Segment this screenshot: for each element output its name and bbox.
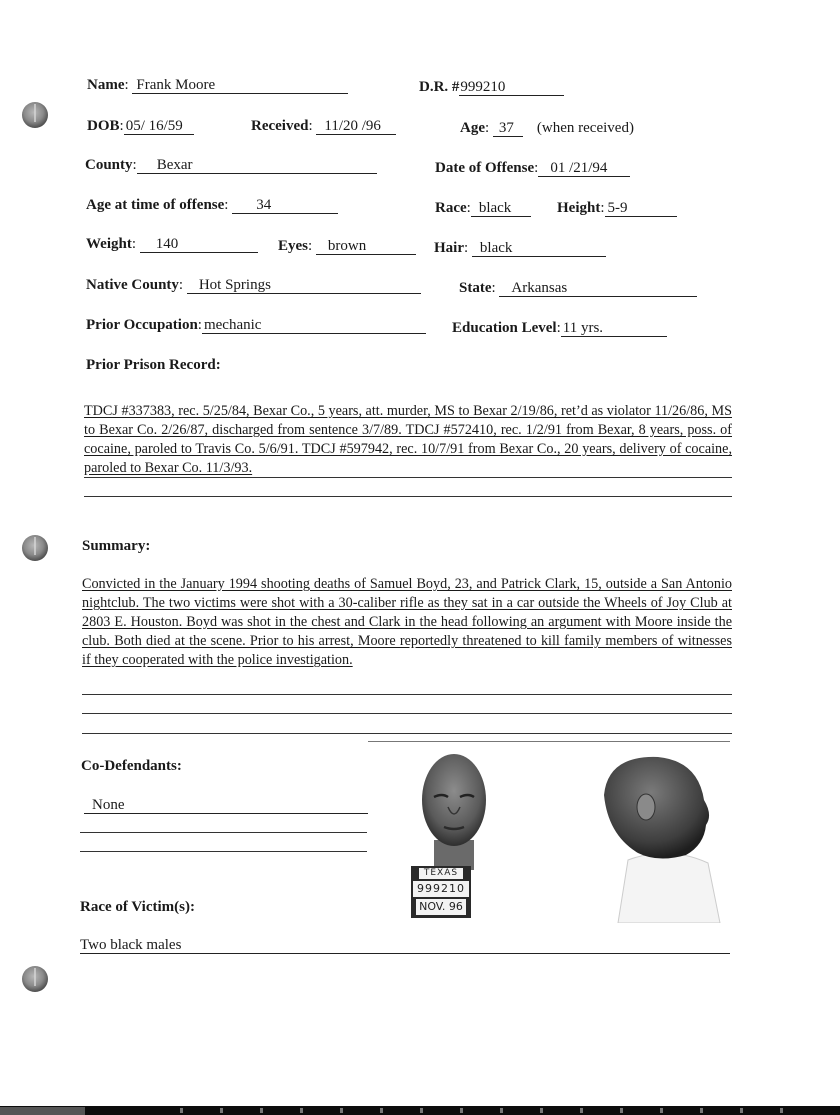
hole-punch-icon — [22, 535, 48, 561]
placard-number: 999210 — [413, 881, 469, 897]
county-value: Bexar — [137, 158, 377, 174]
scanner-tick — [700, 1108, 703, 1113]
scanner-tick — [380, 1108, 383, 1113]
education-level-field: Education Level: 11 yrs. — [452, 320, 667, 337]
race-value: black — [471, 201, 531, 217]
height-value: 5-9 — [605, 201, 677, 217]
race-label: Race — [435, 200, 467, 216]
blank-line — [84, 477, 732, 478]
dob-label: DOB — [87, 118, 120, 134]
name-label: Name — [87, 77, 125, 93]
weight-field: Weight: 140 — [86, 236, 258, 253]
education-level-label: Education Level — [452, 320, 557, 336]
native-county-label: Native County — [86, 277, 179, 293]
age-at-offense-field: Age at time of offense: 34 — [86, 197, 338, 214]
education-level-value: 11 yrs. — [561, 321, 667, 337]
hair-value: black — [472, 241, 606, 257]
co-defendants-field — [84, 797, 368, 814]
hair-field: Hair: black — [434, 240, 606, 257]
eyes-value: brown — [316, 239, 416, 255]
blank-line — [82, 733, 732, 734]
placard-date: NOV. 96 — [416, 899, 466, 915]
placard-state: TEXAS — [419, 868, 463, 879]
summary-heading: Summary: — [82, 538, 151, 554]
hole-punch-icon — [22, 966, 48, 992]
prior-prison-record-text: TDCJ #337383, rec. 5/25/84, Bexar Co., 5 years, att. murder, MS to Bexar 2/19/86, ret’d as violator 11/26/86, MS to Bexar Co. 2/26/87, discharged from sentence 3/7/89. TDCJ #572410, rec. 1/2/91 from Bexar, 8 years, poss. of cocaine, paroled to Travis Co. 5/6/91. TDCJ #597942, rec. 10/7/91 from Bexar Co., 20 years, delivery of cocaine, paroled to Bexar Co. 11/3/93. — [84, 403, 732, 476]
native-county-value: Hot Springs — [187, 278, 421, 294]
race-of-victims-heading: Race of Victim(s): — [80, 899, 195, 915]
scanner-tick — [260, 1108, 263, 1113]
scanner-tick — [300, 1108, 303, 1113]
scanner-tick — [500, 1108, 503, 1113]
age-at-offense-value: 34 — [232, 198, 338, 214]
name-value: Frank Moore — [132, 78, 348, 94]
co-defendants-value: None — [84, 798, 368, 814]
date-of-offense-value: 01 /21/94 — [538, 161, 630, 177]
scanner-tick — [780, 1108, 783, 1113]
dr-number-value: 999210 — [459, 80, 564, 96]
blank-line — [82, 694, 732, 695]
blank-line — [84, 496, 732, 497]
date-of-offense-label: Date of Offense — [435, 160, 535, 176]
age-value: 37 — [493, 121, 523, 137]
prior-occupation-label: Prior Occupation — [86, 317, 198, 333]
scanner-tick — [540, 1108, 543, 1113]
date-of-offense-field: Date of Offense: 01 /21/94 — [435, 160, 630, 177]
race-of-victims-value: Two black males — [80, 938, 730, 954]
scanner-tick — [220, 1108, 223, 1113]
profile-view — [604, 757, 720, 923]
weight-label: Weight — [86, 236, 132, 252]
prior-occupation-value: mechanic — [202, 318, 426, 334]
scanner-tick — [420, 1108, 423, 1113]
blank-line — [80, 851, 367, 852]
co-defendants-heading: Co-Defendants: — [81, 758, 182, 774]
state-label: State — [459, 280, 492, 296]
summary-text: Convicted in the January 1994 shooting deaths of Samuel Boyd, 23, and Patrick Clark, 15, outside a San Antonio nightclub. The two victims were shot with a 30-caliber rifle as they sat in a car outside the Wheels of Joy Club at 2803 E. Houston. Boyd was shot in the chest and Clark in the head following an argument with Moore inside the club. Both died at the scene. Prior to his arrest, Moore reportedly threatened to kill family members of witnesses if they cooperated with the police investigation. — [82, 576, 732, 668]
race-field: Race: black — [435, 200, 531, 217]
scanner-tick — [580, 1108, 583, 1113]
dob-value: 05/ 16/59 — [124, 119, 194, 135]
received-value: 11/20 /96 — [316, 119, 396, 135]
eyes-label: Eyes — [278, 238, 308, 254]
state-value: Arkansas — [499, 281, 697, 297]
age-field: Age: 37 (when received) — [460, 120, 634, 136]
front-view — [422, 754, 486, 870]
scanner-tick — [660, 1108, 663, 1113]
age-at-offense-label: Age at time of offense — [86, 197, 225, 213]
dob-field: DOB: 05/ 16/59 — [87, 118, 194, 135]
scanner-edge-lead — [0, 1107, 85, 1115]
native-county-field: Native County: Hot Springs — [86, 277, 421, 294]
state-field: State: Arkansas — [459, 280, 697, 297]
age-note: (when received) — [536, 120, 634, 136]
scanner-tick — [180, 1108, 183, 1113]
scanner-tick — [740, 1108, 743, 1113]
race-of-victims-field — [80, 937, 730, 954]
received-field: Received: 11/20 /96 — [251, 118, 396, 135]
county-label: County — [85, 157, 133, 173]
height-label: Height — [557, 200, 601, 216]
hair-label: Hair — [434, 240, 464, 256]
age-label: Age — [460, 120, 485, 136]
county-field: County: Bexar — [85, 157, 377, 174]
prior-prison-record-heading: Prior Prison Record: — [86, 357, 221, 373]
dr-number-field — [419, 79, 564, 96]
height-field: Height: 5-9 — [557, 200, 677, 217]
scanner-tick — [340, 1108, 343, 1113]
scanner-edge — [0, 1106, 840, 1115]
scanner-tick — [620, 1108, 623, 1113]
name-field: Name: Frank Moore — [87, 77, 348, 94]
dr-number-label: D.R. # — [419, 79, 460, 95]
blank-line — [80, 832, 367, 833]
mugshot-placard — [411, 866, 471, 918]
prior-occupation-field: Prior Occupation: mechanic — [86, 317, 426, 334]
weight-value: 140 — [140, 237, 258, 253]
hole-punch-icon — [22, 102, 48, 128]
photo-divider — [368, 741, 730, 742]
eyes-field: Eyes: brown — [278, 238, 416, 255]
received-label: Received — [251, 118, 309, 134]
scanner-tick — [460, 1108, 463, 1113]
blank-line — [82, 713, 732, 714]
